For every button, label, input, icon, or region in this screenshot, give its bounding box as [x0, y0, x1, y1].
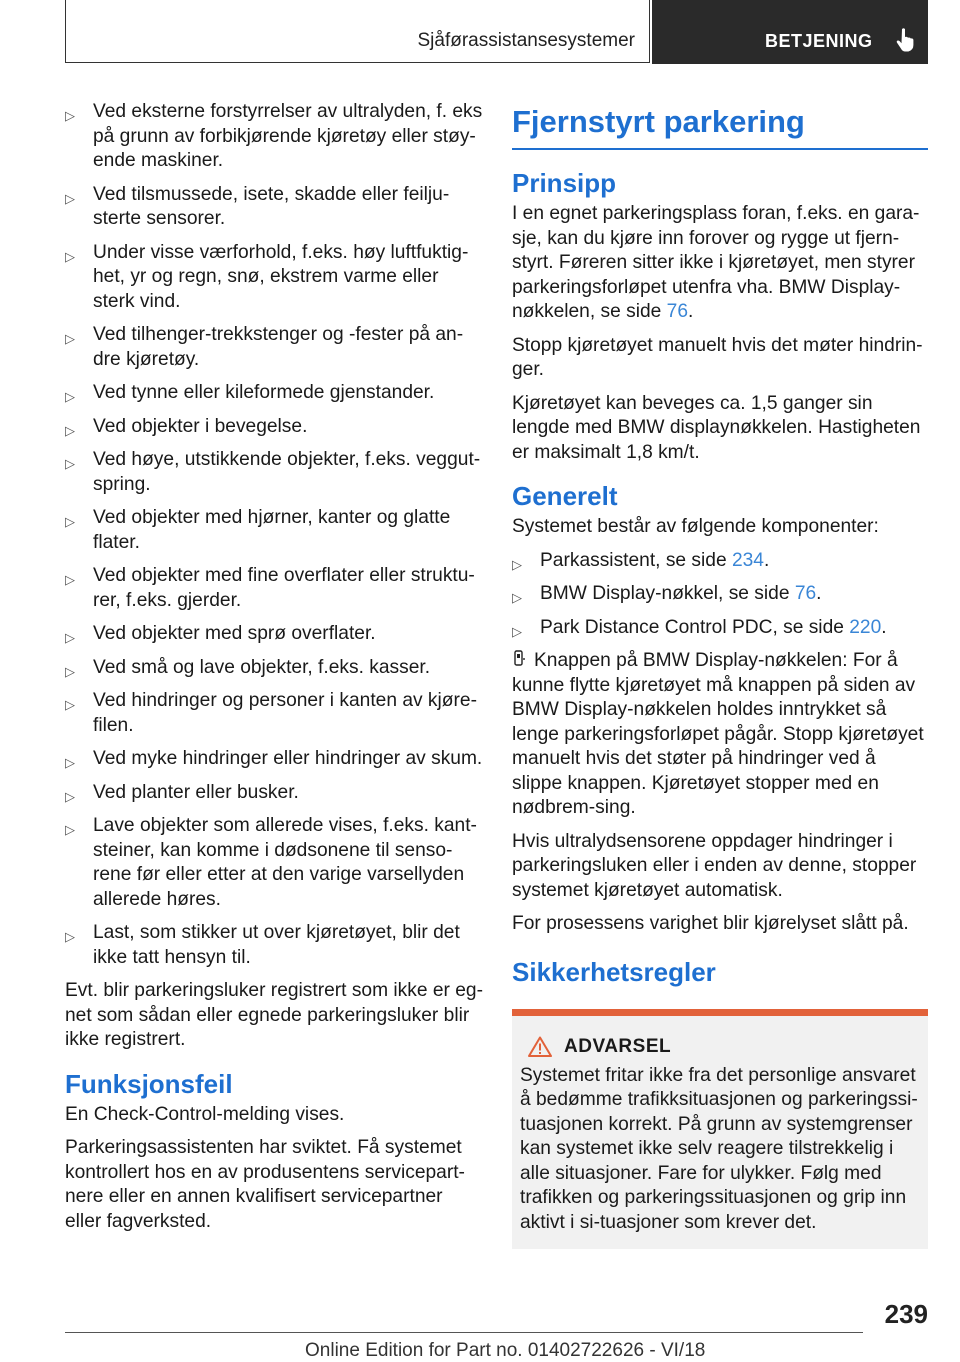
paragraph-ff2: Parkeringsassistenten har sviktet. Få systemet kontrollert hos en av produsentens servicepart-nere eller en annen kvalifisert servicepartner eller fagverksted. [65, 1137, 465, 1232]
list-item: ▷ Ved små og lave objekter, f.eks. kasser. [65, 656, 483, 681]
note-paragraph: Knappen på BMW Display-nøkkelen: For å kunne flytte kjøretøyet må knappen på siden av BMW Display-nøkkelen holdes inntrykket så lenge parkeringsforløpet pågår. Stopp kjøretøyet manuelt hvis det støter på hindringer ved å slippe knappen. Kjøretøyet stopper med en nødbrem-sing. [512, 650, 924, 818]
paragraph-prinsipp-3: Kjøretøyet kan beveges ca. 1,5 ganger sin lengde med BMW displaynøkkelen. Hastigheten er maksimalt 1,8 km/t. [512, 392, 921, 463]
component-list [512, 549, 928, 641]
list-item: ▷ Ved eksterne forstyrrelser av ultralyden, f. eks på grunn av forbikjørende kjøretøy eller støy-ende maskiner. [65, 101, 483, 171]
footer-divider [65, 1332, 863, 1333]
list-item: ▷ Ved tynne eller kileformede gjenstander. [65, 381, 483, 406]
bullet-triangle-icon: ▷ [512, 556, 522, 572]
bullet-triangle-icon: ▷ [65, 108, 75, 123]
bullet-triangle-icon: ▷ [65, 630, 75, 645]
list-item: ▷ Ved objekter med sprø overflater. [65, 622, 483, 647]
warning-triangle-icon [528, 1036, 552, 1057]
bullet-triangle-icon: ▷ [65, 788, 75, 804]
pointing-hand-icon [895, 27, 917, 53]
list-item: ▷ Ved myke hindringer eller hindringer av skum. [65, 747, 483, 772]
warning-header [520, 1036, 920, 1058]
bullet-triangle-icon: ▷ [65, 456, 75, 471]
paragraph-prinsipp-1: I en egnet parkeringsplass foran, f.eks. en gara-sje, kan du kjøre inn forover og rygge ut fjern-styrt. Føreren sitter ikke i kjøretøyet, men styrer parkeringsforløpet utenfra vha. BMW Display-nøkkelen, se side 76. [512, 203, 920, 322]
bullet-triangle-icon: ▷ [65, 572, 75, 587]
right-column [512, 100, 928, 1249]
bullet-triangle-icon: ▷ [65, 190, 75, 206]
paragraph-evt: Evt. blir parkeringsluker registrert som ikke er eg-net som sådan eller egnede parkeringsluker blir ikke registrert. [65, 980, 483, 1050]
title-divider [512, 148, 928, 150]
list-item: ▷ Ved objekter med hjørner, kanter og glatte flater. [65, 507, 451, 553]
page-title: Fjernstyrt parkering [512, 104, 805, 139]
bullet-triangle-icon: ▷ [65, 929, 75, 944]
paragraph-generelt-2: Hvis ultralydsensorene oppdager hindringer i parkeringsluken eller i enden av denne, stopper systemet kjøretøyet automatisk. [512, 830, 917, 901]
section-tab [65, 0, 650, 63]
list-item: ▷ Ved høye, utstikkende objekter, f.eks. veggut-spring. [65, 449, 481, 495]
page-header [65, 0, 928, 64]
footer-edition: Online Edition for Part no. 01402722626 - VI/18 [305, 1340, 706, 1361]
bullet-triangle-icon: ▷ [512, 590, 522, 605]
list-item: ▷ Park Distance Control PDC, se side 220. [512, 616, 928, 641]
warning-text: Systemet fritar ikke fra det personlige ansvaret å bedømme trafikksituasjonen og parkeringssi-tuasjonen korrekt. På grunn av systemgrenser kan systemet ikke selv reagere tilstrekkelig i alle situasjoner. Fare for ulykker. Følg med trafikken og parkeringssituasjonen og grip inn aktivt i si-tuasjoner som krever det. [520, 1064, 918, 1233]
warning-title: ADVARSEL [564, 1035, 672, 1057]
list-item: ▷ Ved objekter i bevegelse. [65, 415, 483, 440]
list-item: ▷ Under visse værforhold, f.eks. høy luftfuktig-het, yr og regn, snø, ekstrem varme eller sterk vind. [65, 241, 469, 312]
heading-generelt: Generelt [512, 481, 618, 511]
bullet-triangle-icon: ▷ [65, 663, 75, 679]
list-item: ▷ Ved tilsmussede, isete, skadde eller feilju-sterte sensorer. [65, 183, 450, 229]
bullet-triangle-icon: ▷ [65, 331, 75, 346]
paragraph-generelt-1: Systemet består av følgende komponenter: [512, 516, 879, 537]
page-number: 239 [884, 1299, 928, 1329]
paragraph-ff1: En Check-Control-melding vises. [65, 1103, 345, 1125]
list-item: ▷ Ved hindringer og personer i kanten av kjøre-filen. [65, 690, 477, 736]
bullet-triangle-icon: ▷ [65, 697, 75, 712]
list-item: ▷ Last, som stikker ut over kjøretøyet, blir det ikke tatt hensyn til. [65, 922, 460, 968]
list-item: ▷ Ved objekter med fine overflater eller struktu-rer, f.eks. gjerder. [65, 565, 475, 611]
chapter-tab[interactable] [652, 0, 928, 64]
bullet-triangle-icon: ▷ [65, 514, 75, 529]
paragraph-prinsipp-2: Stopp kjøretøyet manuelt hvis det møter hindrin-ger. [512, 334, 923, 380]
list-item: ▷ Ved planter eller busker. [65, 781, 483, 806]
bullet-triangle-icon: ▷ [65, 822, 75, 837]
limitation-list [65, 100, 483, 970]
page-link[interactable]: 76 [666, 301, 688, 322]
heading-funksjonsfeil: Funksjonsfeil [65, 1068, 233, 1099]
left-column [65, 100, 483, 1243]
bullet-triangle-icon: ▷ [512, 623, 522, 639]
bullet-triangle-icon: ▷ [65, 248, 75, 264]
remote-key-icon [512, 650, 526, 668]
warning-box [512, 1009, 928, 1250]
page-link[interactable]: 234 [731, 549, 764, 571]
page-link[interactable]: 76 [794, 583, 817, 604]
list-item: ▷ Parkassistent, se side 234. [512, 549, 928, 574]
chapter-title: BETJENING [765, 31, 873, 51]
heading-sikkerhetsregler: Sikkerhetsregler [512, 956, 716, 987]
section-title: Sjåførassistansesystemer [417, 30, 635, 51]
paragraph-generelt-3: For prosessens varighet blir kjørelyset slått på. [512, 913, 909, 934]
page-link[interactable]: 220 [849, 616, 882, 638]
bullet-triangle-icon: ▷ [65, 389, 75, 404]
heading-prinsipp: Prinsipp [512, 168, 617, 198]
bullet-triangle-icon: ▷ [65, 755, 75, 770]
bullet-triangle-icon: ▷ [65, 422, 75, 438]
list-item: ▷ BMW Display-nøkkel, se side 76. [512, 582, 928, 607]
list-item: ▷ Lave objekter som allerede vises, f.eks. kant-steiner, kan komme i dødsonene til senso-rene før eller etter at den varige varsellyden allerede høres. [65, 815, 477, 910]
list-item: ▷ Ved tilhenger-trekkstenger og -fester på an-dre kjøretøy. [65, 324, 464, 370]
